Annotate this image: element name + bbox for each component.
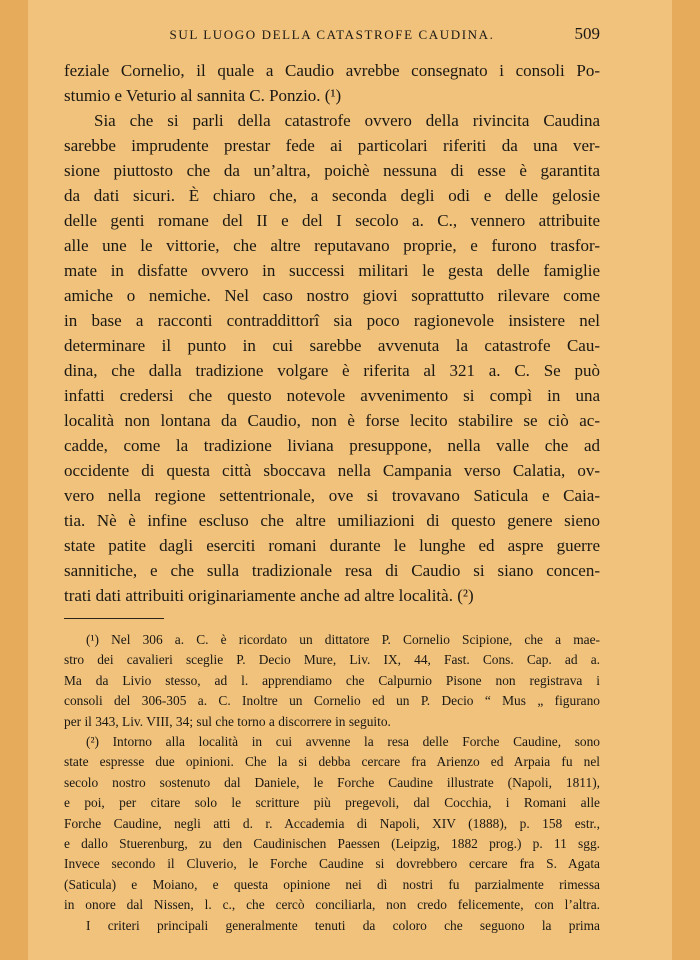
footnote-line: Forche Caudine, negli atti d. r. Accademia di Napoli, XIV (1888), p. 158 estr., [64,815,600,831]
body-line: delle genti romane del II e del I secolo a. C., vennero attribuite [64,211,600,230]
body-line: cadde, come la tradizione liviana presuppone, nella valle che ad [64,436,600,455]
footnote-line: I criteri principali generalmente tenuti da coloro che seguono la prima [86,917,600,933]
body-line: sarebbe imprudente prestar fede ai particolari riferiti da una ver- [64,136,600,155]
footnote-line: (¹) Nel 306 a. C. è ricordato un dittatore P. Cornelio Scipione, che a mae- [86,632,600,647]
footnote-line: Ma da Livio stesso, ad l. apprendiamo che Calpurnio Pisone non registrava i [64,672,600,688]
body-line: Sia che si parli della catastrofe ovvero della rivincita Caudina [94,111,600,130]
body-line: determinare il punto in cui sarebbe avvenuta la catastrofe Cau- [64,336,600,355]
footnote-line: state espresse due opinioni. Che la si debba cercare fra Arienzo ed Arpaia fu nel [64,754,600,770]
body-line: amiche o nemiche. Nel caso nostro giovi soprattutto rilevare come [64,286,600,305]
body-line: occidente di questa città sboccava nella Campania verso Calatia, ov- [64,461,600,480]
running-title: SUL LUOGO DELLA CATASTROFE CAUDINA. [169,27,495,42]
page-number: 509 [574,24,600,43]
footnote-line: (Saticula) e Moiano, e questa opinione nei dì nostri fu parzialmente rimessa [64,876,600,892]
body-line: dina, che dalla tradizione volgare è riferita al 321 a. C. Se può [64,361,600,380]
body-line: da dati sicuri. È chiaro che, a seconda degli odi e delle gelosie [64,186,600,205]
body-line: sannitiche, e che sulla tradizionale resa di Caudio si siano concen- [64,561,600,580]
footnotes [64,630,600,936]
body-line: vero nella regione settentrionale, ove si trovavano Saticula e Caia- [64,486,600,505]
body-line: stumio e Veturio al sannita C. Ponzio. (¹) [64,86,342,105]
body-line: mate in disfatte ovvero in successi militari le gesta delle famiglie [64,261,600,280]
body-line: trati dati attribuiti originariamente anche ad altre località. (²) [64,586,474,605]
body-line: tia. Nè è infine escluso che altre umiliazioni di questo genere sieno [64,511,600,530]
footnote-line: stro dei cavalieri sceglie P. Decio Mure, Liv. IX, 44, Fast. Cons. Cap. ad a. [64,652,600,668]
page-header [64,24,600,46]
footnote-line: in onore dal Nissen, l. c., che cercò conciliarla, non credo felicemente, con l’altra. [64,897,600,913]
body-line: sione piuttosto che da un’altra, poichè nessuna di esse è garantita [64,161,600,180]
left-page-edge [0,0,28,960]
footnote-line: per il 343, Liv. VIII, 34; sul che torno a discorrere in seguito. [64,713,391,729]
right-page-edge [672,0,700,960]
footnote-rule [64,618,164,619]
body-line: alle une le vittorie, che altre reputavano proprie, e furono trasfor- [64,236,600,255]
footnote-line: e poi, per citare solo le scritture più pregevoli, dal Cocchia, i Romani alle [64,795,600,811]
body-line: infatti credersi che questo notevole avvenimento si compì in una [64,386,600,405]
body-line: in base a racconti contraddittorî sia poco ragionevole insistere nel [64,311,600,330]
body-line: località non lontana da Caudio, non è forse lecito stabilire se ciò ac- [64,411,600,430]
footnote-line: e dallo Stuerenburg, zu den Caudinischen Paessen (Leipzig, 1882 prog.) p. 11 sgg. [64,836,600,852]
footnote-line: Invece secondo il Cluverio, le Forche Caudine si dovrebbero cercare fra S. Agata [64,856,600,872]
body-line: state patite dagli eserciti romani durante le lunghe ed aspre guerre [64,536,600,555]
footnote-line: consoli del 306-305 a. C. Inoltre un Cornelio ed un P. Decio “ Mus „ figurano [64,693,600,709]
body-line: feziale Cornelio, il quale a Caudio avrebbe consegnato i consoli Po- [64,61,600,80]
footnote-line: secolo nostro sostenuto dal Daniele, le Forche Caudine illustrate (Napoli, 1811), [64,774,600,790]
body-text [64,58,600,608]
footnote-line: (²) Intorno alla località in cui avvenne la resa delle Forche Caudine, sono [86,734,600,750]
